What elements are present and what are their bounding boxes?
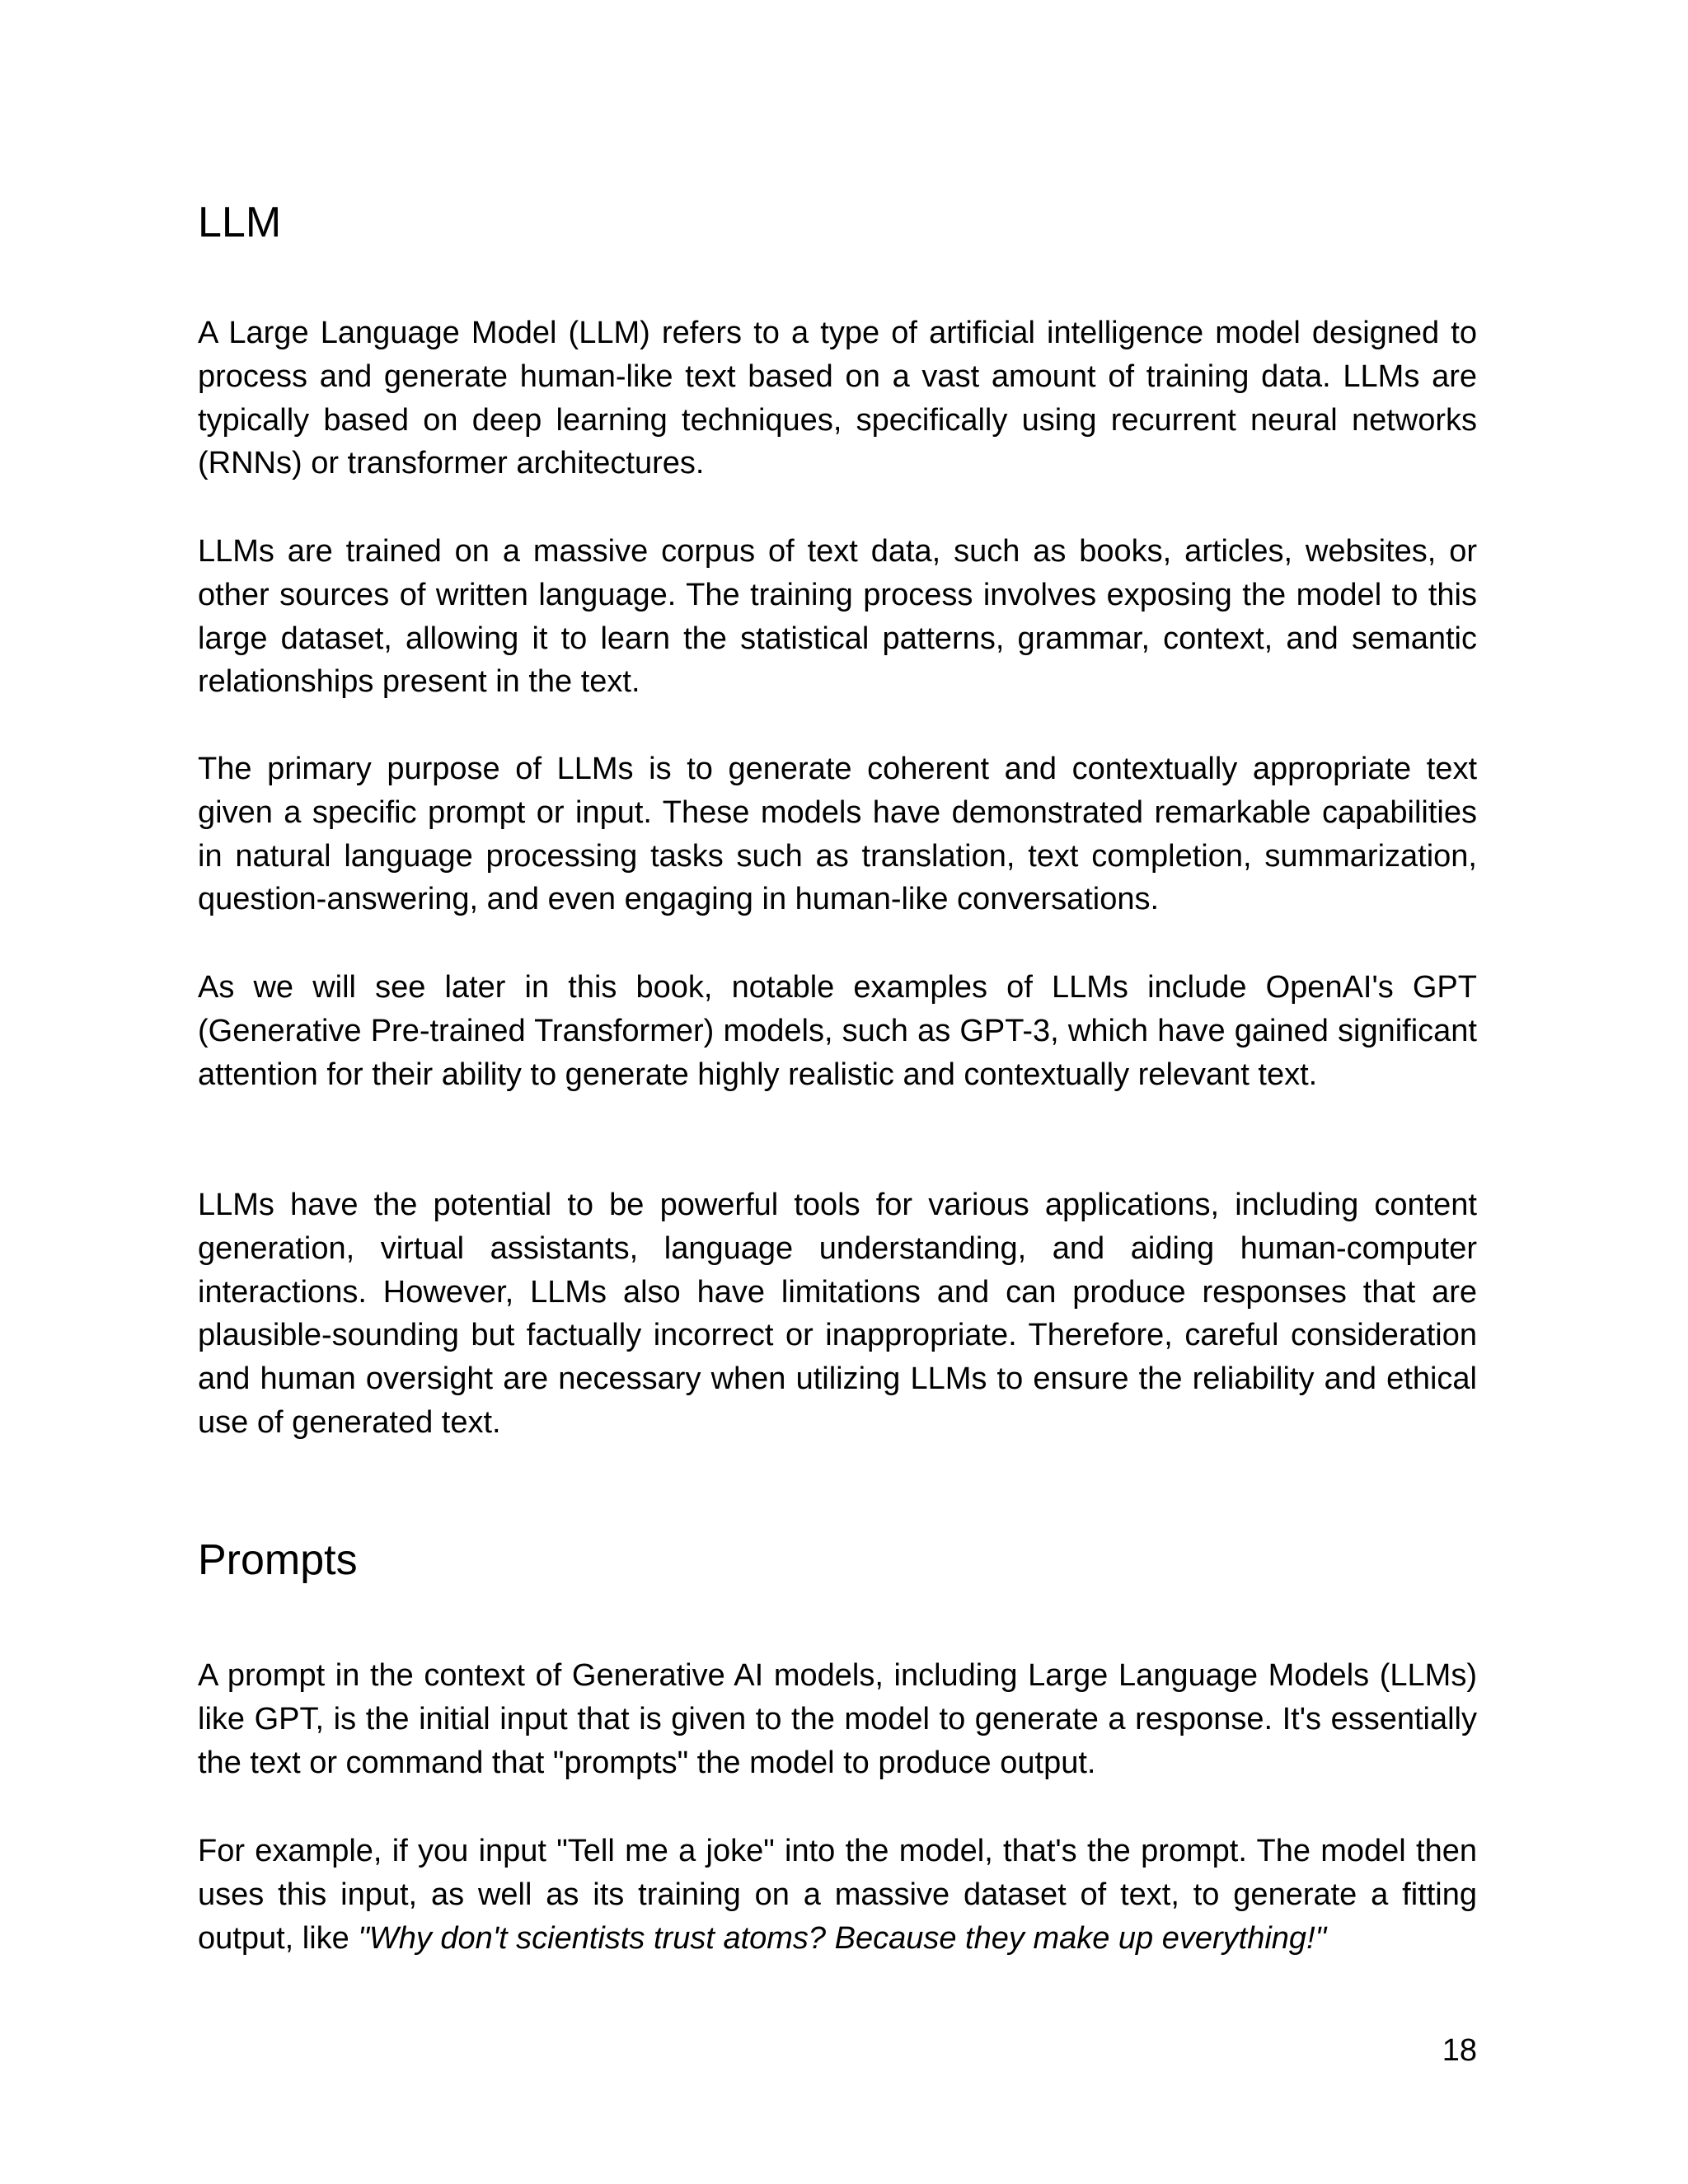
- section-heading-llm: LLM: [198, 199, 282, 246]
- prompts-paragraph-2-text: For example, if you input "Tell me a joke" into the model, that's the prompt. The model then uses this input, as well as its training on a massive dataset of text, to generate a fitting output, like: [198, 1834, 1477, 1956]
- prompts-example-joke: "Why don't scientists trust atoms? Because they make up everything!": [358, 1920, 1327, 1956]
- page-number: 18: [1442, 2033, 1477, 2068]
- section-heading-prompts: Prompts: [198, 1536, 358, 1584]
- prompts-paragraph-1: A prompt in the context of Generative AI models, including Large Language Models (LLMs) like GPT, is the initial input that is given to the model to generate a response. It's essentially the text or command that "prompts" the model to produce output.: [198, 1658, 1477, 1780]
- llm-paragraph-1: A Large Language Model (LLM) refers to a type of artificial intelligence model designed to process and generate human-like text based on a vast amount of training data. LLMs are typically based on deep learning techniques, specifically using recurrent neural networks (RNNs) or transformer architectures.: [198, 316, 1477, 481]
- llm-paragraph-4: As we will see later in this book, notable examples of LLMs include OpenAI's GPT (Generative Pre-trained Transformer) models, such as GPT-3, which have gained significant attention for their ability to generate highly realistic and contextually relevant text.: [198, 970, 1477, 1092]
- llm-paragraph-3: The primary purpose of LLMs is to generate coherent and contextually appropriate text given a specific prompt or input. These models have demonstrated remarkable capabilities in natural language processing tasks such as translation, text completion, summarization, question-answering, and even engaging in human-like conversations.: [198, 752, 1477, 917]
- prompts-paragraph-2: [198, 1830, 1477, 1960]
- llm-paragraph-5: LLMs have the potential to be powerful tools for various applications, including content generation, virtual assistants, language understanding, and aiding human-computer interactions. However, LLMs also have limitations and can produce responses that are plausible-sounding but factually incorrect or inappropriate. Therefore, careful consideration and human oversight are necessary when utilizing LLMs to ensure the reliability and ethical use of generated text.: [198, 1188, 1477, 1440]
- llm-paragraph-2: LLMs are trained on a massive corpus of text data, such as books, articles, websites, or other sources of written language. The training process involves exposing the model to this large dataset, allowing it to learn the statistical patterns, grammar, context, and semantic relationships present in the text.: [198, 534, 1477, 700]
